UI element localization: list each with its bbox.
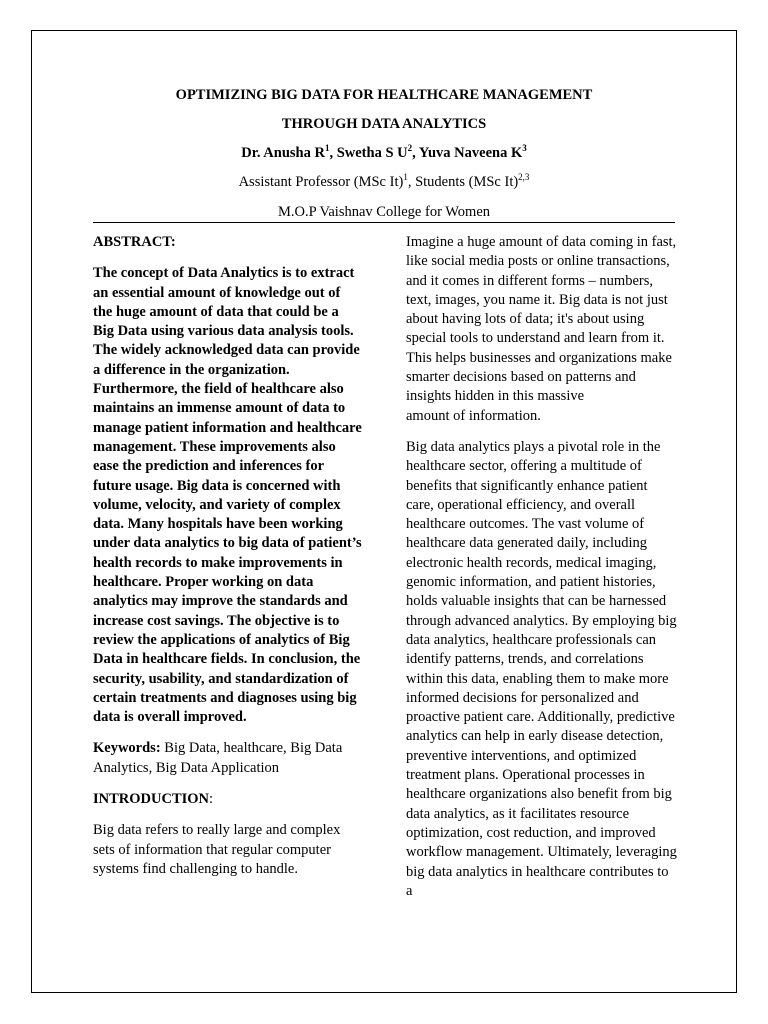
introduction-text: Big data refers to really large and complex sets of information that regular computer systems find challenging to handle. — [93, 822, 341, 877]
author-name: Yuva Naveena K — [418, 145, 523, 161]
body-paragraph-1-end: amount of information. — [406, 407, 541, 424]
college-name: M.O.P Vaishnav College for Women — [277, 204, 491, 220]
paper-title-line-1: OPTIMIZING BIG DATA FOR HEALTHCARE MANAGEMENT — [175, 87, 593, 103]
keywords-text: Big Data, healthcare, Big Data Analytics, Big Data Application — [93, 740, 343, 776]
body-paragraph-2: Big data analytics plays a pivotal role in the healthcare sector, offering a multitude of benefits that significantly enhance patient care, operational efficiency, and overall healthcare outcomes. The vast volume of healthcare data generated daily, including electronic health records, medical imaging, genomic information, and patient histories, holds valuable insights that can be harnessed through advanced analytics. By employing big data analytics, healthcare professionals can identify patterns, trends, and correlations within this data, enabling them to make more informed decisions for personalized and proactive patient care. Additionally, predictive analytics can help in early disease detection, preventive interventions, and optimized treatment plans. Operational processes in healthcare organizations also benefit from big data analytics, as it facilitates resource optimization, cost reduction, and improved workflow management. Ultimately, leveraging big data analytics in healthcare contributes to a — [406, 438, 677, 899]
affiliation-superscript-2: 2,3 — [518, 172, 530, 182]
paper-title-line-2: THROUGH DATA ANALYTICS — [281, 116, 487, 132]
introduction-heading-text: INTRODUCTION — [93, 791, 210, 808]
header-divider — [93, 222, 675, 223]
author-separator: , — [412, 145, 419, 161]
keywords-paragraph — [93, 739, 363, 778]
introduction-heading-colon: : — [209, 791, 214, 808]
author-superscript: 1 — [324, 143, 330, 153]
right-column — [406, 233, 678, 913]
abstract-text: The concept of Data Analytics is to extract an essential amount of knowledge out of the huge amount of data that could be a Big Data using various data analysis tools. The widely acknowledged data can provide a difference in the organization. Furthermore, the field of healthcare also maintains an immense amount of data to manage patient information and healthcare management. These improvements also ease the prediction and inferences for future usage. Big data is concerned with volume, velocity, and variety of complex data. Many hospitals have been working under data analytics to big data of patient’s health records to make improvements in healthcare. Proper working on data analytics may improve the standards and increase cost savings. The objective is to review the applications of analytics of Big Data in healthcare fields. In conclusion, the security, usability, and standardization of certain treatments and diagnoses using big data is overall improved. — [93, 265, 362, 726]
affiliation-part-2: , Students (MSc It) — [407, 174, 519, 190]
left-column — [93, 233, 363, 891]
body-paragraph-1-main: Imagine a huge amount of data coming in fast, like social media posts or online transactions, and it comes in different forms – numbers, text, images, you name it. Big data is not just about having lots of data; it's about using special tools to understand and learn from it. This helps businesses and organizations make smarter decisions based on patterns and insights hidden in this massive — [406, 234, 677, 405]
abstract-heading: ABSTRACT: — [93, 234, 176, 250]
affiliation-part-1: Assistant Professor (MSc It) — [238, 174, 404, 190]
keywords-label: Keywords: — [93, 740, 161, 757]
author-superscript: 3 — [522, 143, 527, 153]
author-superscript: 2 — [407, 143, 413, 153]
author-list — [93, 145, 675, 162]
affiliation-line — [93, 174, 675, 191]
body-paragraph-1 — [406, 233, 678, 426]
introduction-heading — [93, 790, 363, 809]
affiliation-superscript-1: 1 — [403, 172, 408, 182]
author-separator: , — [329, 145, 337, 161]
author-name: Dr. Anusha R — [241, 145, 325, 161]
author-name: Swetha S U — [336, 145, 408, 161]
